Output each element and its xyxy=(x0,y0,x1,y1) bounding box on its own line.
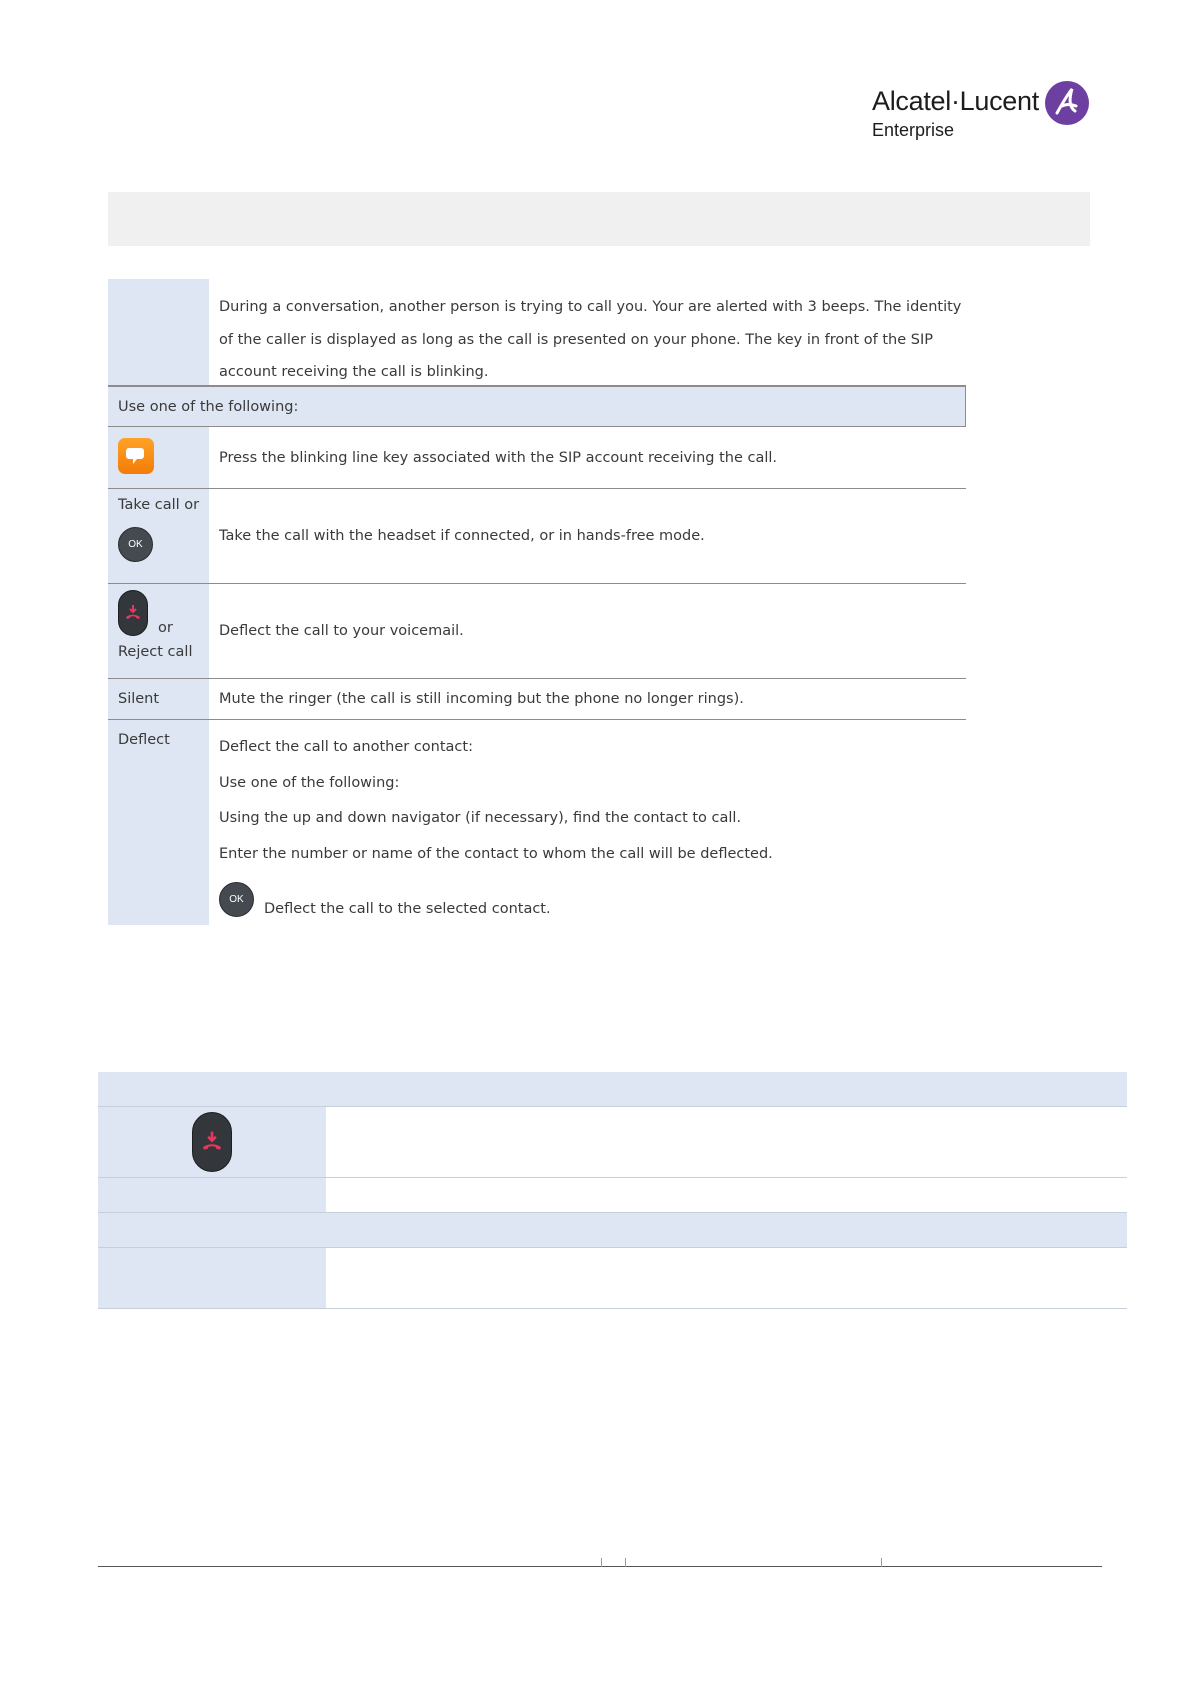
use-following-text: Use one of the following: xyxy=(118,398,299,415)
table-row xyxy=(108,679,966,720)
speech-bubble-icon xyxy=(125,445,147,467)
section-title-bar xyxy=(108,192,1090,246)
deflect-line: Enter the number or name of the contact to whom the call will be deflected. xyxy=(219,845,773,862)
deflect-line: Using the up and down navigator (if necessary), find the contact to call. xyxy=(219,810,742,826)
table-cell xyxy=(98,1248,326,1308)
table-row xyxy=(98,1178,1127,1213)
table-row xyxy=(108,720,966,925)
intro-text: During a conversation, another person is trying to call you. Your are alerted with 3 beeps. The identity of the caller is displayed as long as the call is presented on your phone. The key in front of the SIP account receiving the call is blinking. xyxy=(219,299,962,380)
table-cell xyxy=(326,1107,1127,1177)
use-following-row xyxy=(108,386,966,427)
footer-divider-tick xyxy=(625,1558,626,1567)
or-label: or xyxy=(158,620,173,636)
hang-up-icon xyxy=(123,603,143,623)
line-key-icon[interactable] xyxy=(118,438,154,474)
table-row xyxy=(98,1107,1127,1178)
take-call-text: Take the call with the headset if connected, or in hands-free mode. xyxy=(219,528,705,544)
deflect-line: Deflect the call to another contact: xyxy=(219,739,473,755)
second-table xyxy=(98,1072,1127,1309)
table-subheader xyxy=(98,1213,1127,1248)
table-cell xyxy=(108,279,209,385)
table-row xyxy=(98,1248,1127,1309)
table-cell xyxy=(98,1107,326,1177)
brand-subtitle: Enterprise xyxy=(872,120,955,140)
deflect-line: Use one of the following: xyxy=(219,774,400,791)
table-row xyxy=(108,584,966,679)
table-row xyxy=(108,489,966,584)
table-cell xyxy=(108,584,209,678)
table-row xyxy=(108,427,966,489)
footer-divider-tick xyxy=(881,1558,882,1567)
footer-divider-tick xyxy=(601,1558,602,1567)
brand-logo xyxy=(872,84,1092,144)
deflect-ok-text: Deflect the call to the selected contact. xyxy=(264,901,551,917)
deflect-label: Deflect xyxy=(108,720,209,925)
incoming-call-table xyxy=(108,279,966,925)
take-call-label: Take call or xyxy=(118,497,200,513)
table-cell xyxy=(326,1248,1127,1308)
silent-text: Mute the ringer (the call is still incoming but the phone no longer rings). xyxy=(219,691,744,707)
table-row xyxy=(108,279,966,386)
table-cell xyxy=(98,1178,326,1212)
alcatel-lucent-logo-icon xyxy=(1044,80,1090,126)
deflect-ok-row xyxy=(219,882,966,917)
table-cell xyxy=(108,489,209,583)
silent-label: Silent xyxy=(108,679,209,719)
line-key-text: Press the blinking line key associated with the SIP account receiving the call. xyxy=(219,449,778,466)
hang-up-button-icon[interactable] xyxy=(118,590,148,636)
ok-button-icon[interactable]: OK xyxy=(219,882,254,917)
brand-name: Alcatel·Lucent xyxy=(872,86,1039,116)
table-cell xyxy=(326,1178,1127,1212)
table-header xyxy=(98,1072,1127,1107)
hang-up-button-icon[interactable] xyxy=(192,1112,232,1172)
table-cell xyxy=(108,427,209,488)
table-cell xyxy=(209,720,966,925)
ok-button-icon[interactable]: OK xyxy=(118,527,153,562)
reject-call-text: Deflect the call to your voicemail. xyxy=(219,623,464,639)
footer-divider xyxy=(98,1566,1102,1567)
reject-call-label: Reject call xyxy=(118,644,193,660)
hang-up-icon xyxy=(199,1129,225,1155)
